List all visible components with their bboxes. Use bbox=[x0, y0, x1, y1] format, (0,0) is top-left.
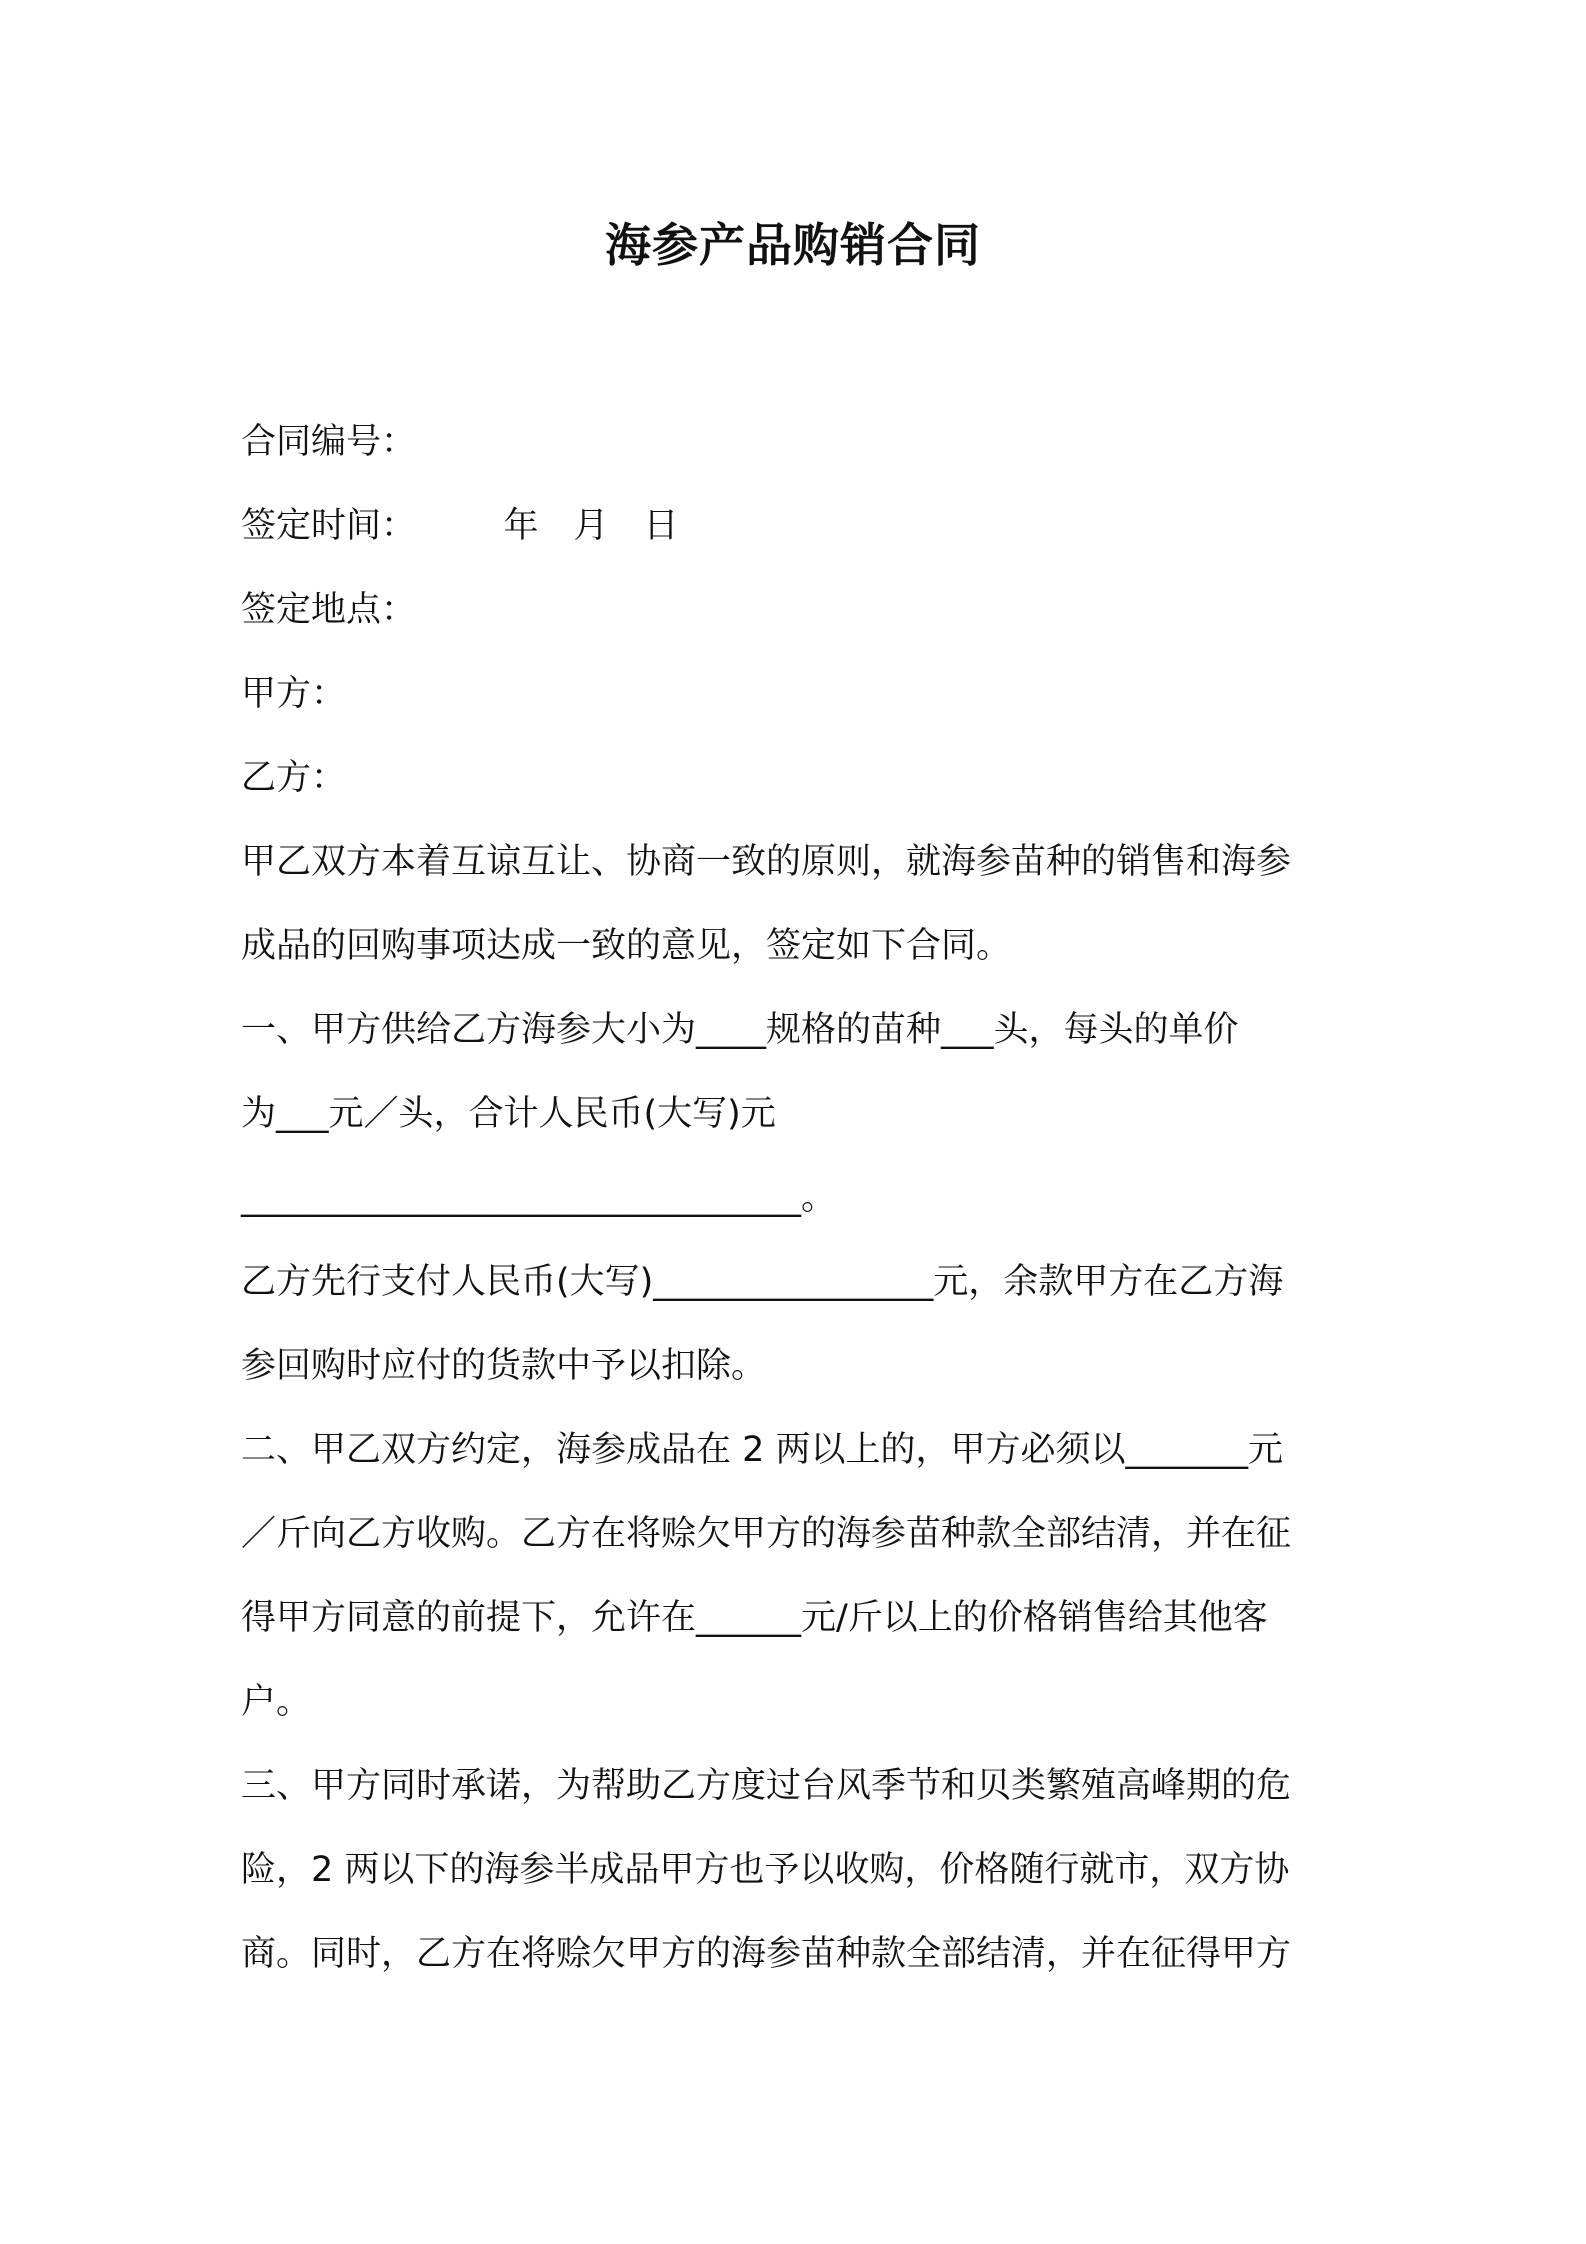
preamble-line-1: 甲乙双方本着互谅互让、协商一致的原则，就海参苗种的销售和海参 bbox=[241, 842, 1292, 882]
clause-3-line-2: 险，2 两以下的海参半成品甲方也予以收购，价格随行就市，双方协 bbox=[241, 1850, 1290, 1890]
clause-1-line-1: 一、甲方供给乙方海参大小为____规格的苗种___头，每头的单价 bbox=[241, 1010, 1239, 1050]
clause-1-line-2: 为___元／头，合计人民币(大写)元 bbox=[241, 1094, 776, 1134]
clause-1-line-3: ________________________________。 bbox=[241, 1178, 837, 1218]
clause-1-line-5: 参回购时应付的货款中予以扣除。 bbox=[241, 1346, 767, 1386]
contract-title: 海参产品购销合同 bbox=[605, 218, 981, 272]
contract-body bbox=[241, 400, 1356, 1996]
preamble-line-2: 成品的回购事项达成一致的意见，签定如下合同。 bbox=[241, 926, 1012, 966]
clause-1-line-4: 乙方先行支付人民币(大写)________________元，余款甲方在乙方海 bbox=[241, 1262, 1284, 1302]
clause-2-line-4: 户。 bbox=[241, 1682, 312, 1722]
clause-3-line-3: 商。同时，乙方在将赊欠甲方的海参苗种款全部结清，并在征得甲方 bbox=[241, 1934, 1292, 1974]
clause-2-line-1: 二、甲乙双方约定，海参成品在 2 两以上的，甲方必须以_______元 bbox=[241, 1430, 1284, 1470]
clause-2-line-3: 得甲方同意的前提下，允许在______元/斤以上的价格销售给其他客 bbox=[241, 1598, 1268, 1638]
clause-2-line-2: ／斤向乙方收购。乙方在将赊欠甲方的海参苗种款全部结清，并在征 bbox=[241, 1514, 1292, 1554]
signing-date-line: 签定时间： 年 月 日 bbox=[241, 506, 679, 546]
party-a-line: 甲方： bbox=[241, 674, 347, 714]
clause-3-line-1: 三、甲方同时承诺，为帮助乙方度过台风季节和贝类繁殖高峰期的危 bbox=[241, 1766, 1292, 1806]
contract-number-line: 合同编号： bbox=[241, 422, 417, 462]
signing-place-line: 签定地点： bbox=[241, 590, 417, 630]
party-b-line: 乙方： bbox=[241, 758, 347, 798]
